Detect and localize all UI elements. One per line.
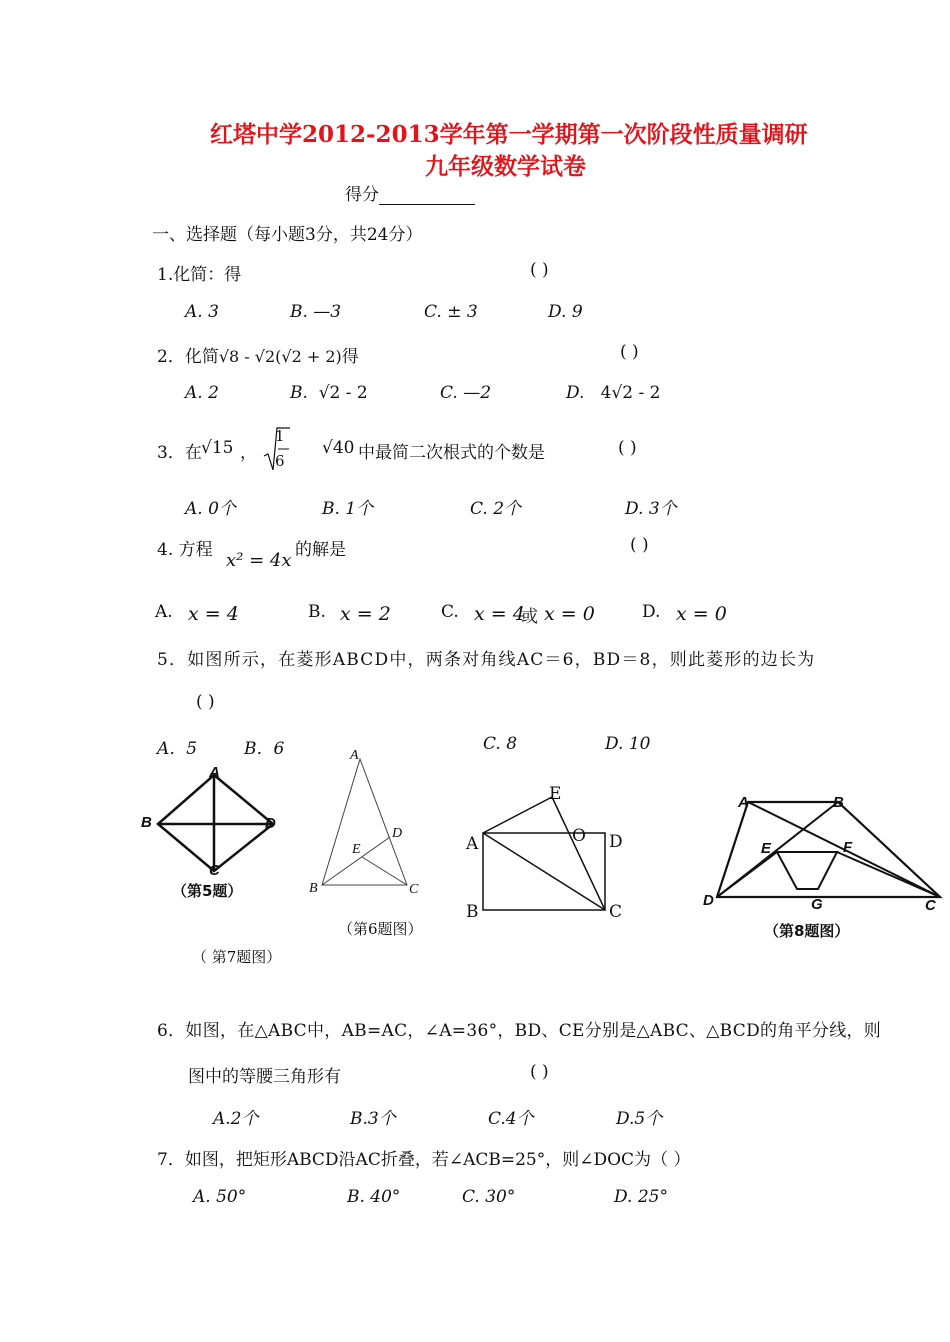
q6-option-c: C.4个 xyxy=(488,1109,534,1129)
score-field xyxy=(345,180,475,205)
q3-stem-post: 中最简二次根式的个数是 xyxy=(358,443,545,463)
fig6-bisector-ce xyxy=(362,857,407,885)
fig6-triangle-abc xyxy=(322,759,407,885)
q7-option-c: C. 30° xyxy=(462,1187,516,1207)
q4-option-c-expr1: x = 4 xyxy=(474,603,525,625)
q4-option-a-label: A. xyxy=(155,602,173,622)
q1-option-b: B. —3 xyxy=(290,302,342,322)
q3-comma: ， xyxy=(240,443,257,463)
fig8-label-f: F xyxy=(843,839,853,856)
fig7-label-c: C xyxy=(609,902,623,922)
q4-option-c-label: C. xyxy=(441,602,459,622)
q6-option-d: D.5个 xyxy=(616,1109,663,1129)
q6-option-b: B.3个 xyxy=(350,1109,396,1129)
q5-option-c: C. 8 xyxy=(483,734,518,754)
fig8-caption: （第8题图） xyxy=(764,922,850,940)
q7-option-b: B. 40° xyxy=(347,1187,401,1207)
q4-option-c-or: 或 xyxy=(521,607,538,627)
q4-option-b-expr: x = 2 xyxy=(340,603,391,625)
fig6-label-b: B xyxy=(309,881,318,896)
q4-option-a-expr: x = 4 xyxy=(188,603,239,625)
fig8-label-e: E xyxy=(761,840,772,857)
q6-paren: ( ) xyxy=(530,1062,549,1082)
q4-option-d-expr: x = 0 xyxy=(676,603,727,625)
fig8-quad-efg xyxy=(777,852,837,889)
q6-stem-line2: 图中的等腰三角形有 xyxy=(188,1067,341,1087)
fig7-label-b: B xyxy=(466,902,479,922)
q3-option-b: B. 1个 xyxy=(322,499,374,519)
fig6-caption: （第6题图） xyxy=(338,920,423,938)
fig8-label-c: C xyxy=(925,897,936,914)
q3-option-d: D. 3个 xyxy=(625,499,677,519)
q2-option-b xyxy=(290,383,368,403)
fig8-label-b: B xyxy=(833,794,844,811)
q7-option-a: A. 50° xyxy=(193,1187,247,1207)
q6-option-a: A.2个 xyxy=(213,1109,259,1129)
q5-stem: 5．如图所示，在菱形ABCD中，两条对角线AC＝6，BD＝8，则此菱形的边长为 xyxy=(157,650,816,670)
score-label: 得分 xyxy=(345,185,379,205)
q2-stem-pre: 2．化简 xyxy=(157,347,219,367)
q3-root-40: √40 xyxy=(322,438,355,458)
fig6-label-c: C xyxy=(409,882,419,897)
q4-option-c-expr2: x = 0 xyxy=(544,603,595,625)
exam-title-line2: 九年级数学试卷 xyxy=(425,153,586,180)
fig7-label-a: A xyxy=(466,834,479,854)
fig7-label-e: E xyxy=(549,784,562,804)
score-blank xyxy=(379,188,475,205)
q2-option-b-label: B. xyxy=(290,383,308,403)
q3-option-a: A. 0个 xyxy=(185,499,236,519)
q2-stem-post: 得 xyxy=(341,347,359,367)
q7-option-d: D. 25° xyxy=(614,1187,668,1207)
exam-title-line1: 红塔中学2012-2013学年第一学期第一次阶段性质量调研 xyxy=(210,121,808,148)
q1-stem: 1.化简：得 xyxy=(157,265,242,285)
q7-stem: 7．如图，把矩形ABCD沿AC折叠，若∠ACB=25°，则∠DOC为（ ） xyxy=(157,1150,691,1170)
fig8-label-d: D xyxy=(703,892,714,909)
fig7-label-o: O xyxy=(572,826,586,846)
fig8-segment-de xyxy=(717,852,777,897)
q2-expression: √8 - √2(√2 + 2) xyxy=(218,347,342,366)
q1-option-a: A. 3 xyxy=(185,302,219,322)
fig7-fold-ae xyxy=(483,797,552,833)
q2-option-d-expr: 4√2 - 2 xyxy=(600,383,661,403)
q4-option-b-label: B. xyxy=(308,602,326,622)
q4-equation: x² = 4x xyxy=(226,550,292,571)
figure-7-rectangle xyxy=(460,780,630,920)
fig5-caption: （第5题） xyxy=(172,882,243,900)
fig5-label-a: A xyxy=(209,764,220,781)
q3-paren: ( ) xyxy=(618,438,637,458)
q3-option-c: C. 2个 xyxy=(470,499,522,519)
fig5-label-b: B xyxy=(141,814,152,831)
q2-option-d-label: D. xyxy=(566,383,585,403)
fig8-segment-cf xyxy=(837,852,940,897)
q5-option-a: A．5 xyxy=(157,739,198,759)
q4-option-d-label: D. xyxy=(642,602,661,622)
q3-frac-den: 6 xyxy=(275,452,285,470)
fig5-label-d: D xyxy=(265,815,276,832)
section-heading: 一、选择题（每小题3分，共24分） xyxy=(152,225,423,245)
fig5-label-c: C xyxy=(209,862,220,879)
fig6-label-e: E xyxy=(352,842,361,857)
q3-stem-pre: 3．在 xyxy=(157,443,202,463)
q4-stem-pre: 4. 方程 xyxy=(157,540,213,560)
fig6-label-d: D xyxy=(392,826,403,841)
q2-option-d xyxy=(566,383,661,403)
q1-paren: ( ) xyxy=(530,260,549,280)
q3-root-15: √15 xyxy=(201,438,234,458)
fig6-label-a: A xyxy=(350,748,359,763)
q1-option-d: D. 9 xyxy=(548,302,583,322)
q2-stem xyxy=(157,342,359,367)
q3-frac-num: 1 xyxy=(275,427,285,445)
fig7-caption: （ 第7题图） xyxy=(192,948,282,966)
q4-stem-post: 的解是 xyxy=(295,540,346,560)
q6-stem-line1: 6．如图，在△ABC中，AB=AC，∠A=36°，BD、CE分别是△ABC、△BCD的角平分线，则 xyxy=(157,1021,882,1041)
q2-option-c: C. —2 xyxy=(440,383,492,403)
q5-option-d: D. 10 xyxy=(605,734,651,754)
figure-5-rhombus xyxy=(140,760,300,900)
q2-option-b-expr: √2 - 2 xyxy=(318,383,368,403)
q5-option-b: B．6 xyxy=(244,739,285,759)
q2-option-a: A. 2 xyxy=(185,383,219,403)
figure-6-triangle xyxy=(300,745,430,905)
q1-option-c: C. ± 3 xyxy=(424,302,478,322)
fig7-label-d: D xyxy=(609,832,623,852)
q5-paren: ( ) xyxy=(196,692,215,712)
q2-paren: ( ) xyxy=(620,342,639,362)
fig8-label-a: A xyxy=(738,794,749,811)
fig8-label-g: G xyxy=(811,896,823,913)
q4-paren: ( ) xyxy=(630,535,649,555)
